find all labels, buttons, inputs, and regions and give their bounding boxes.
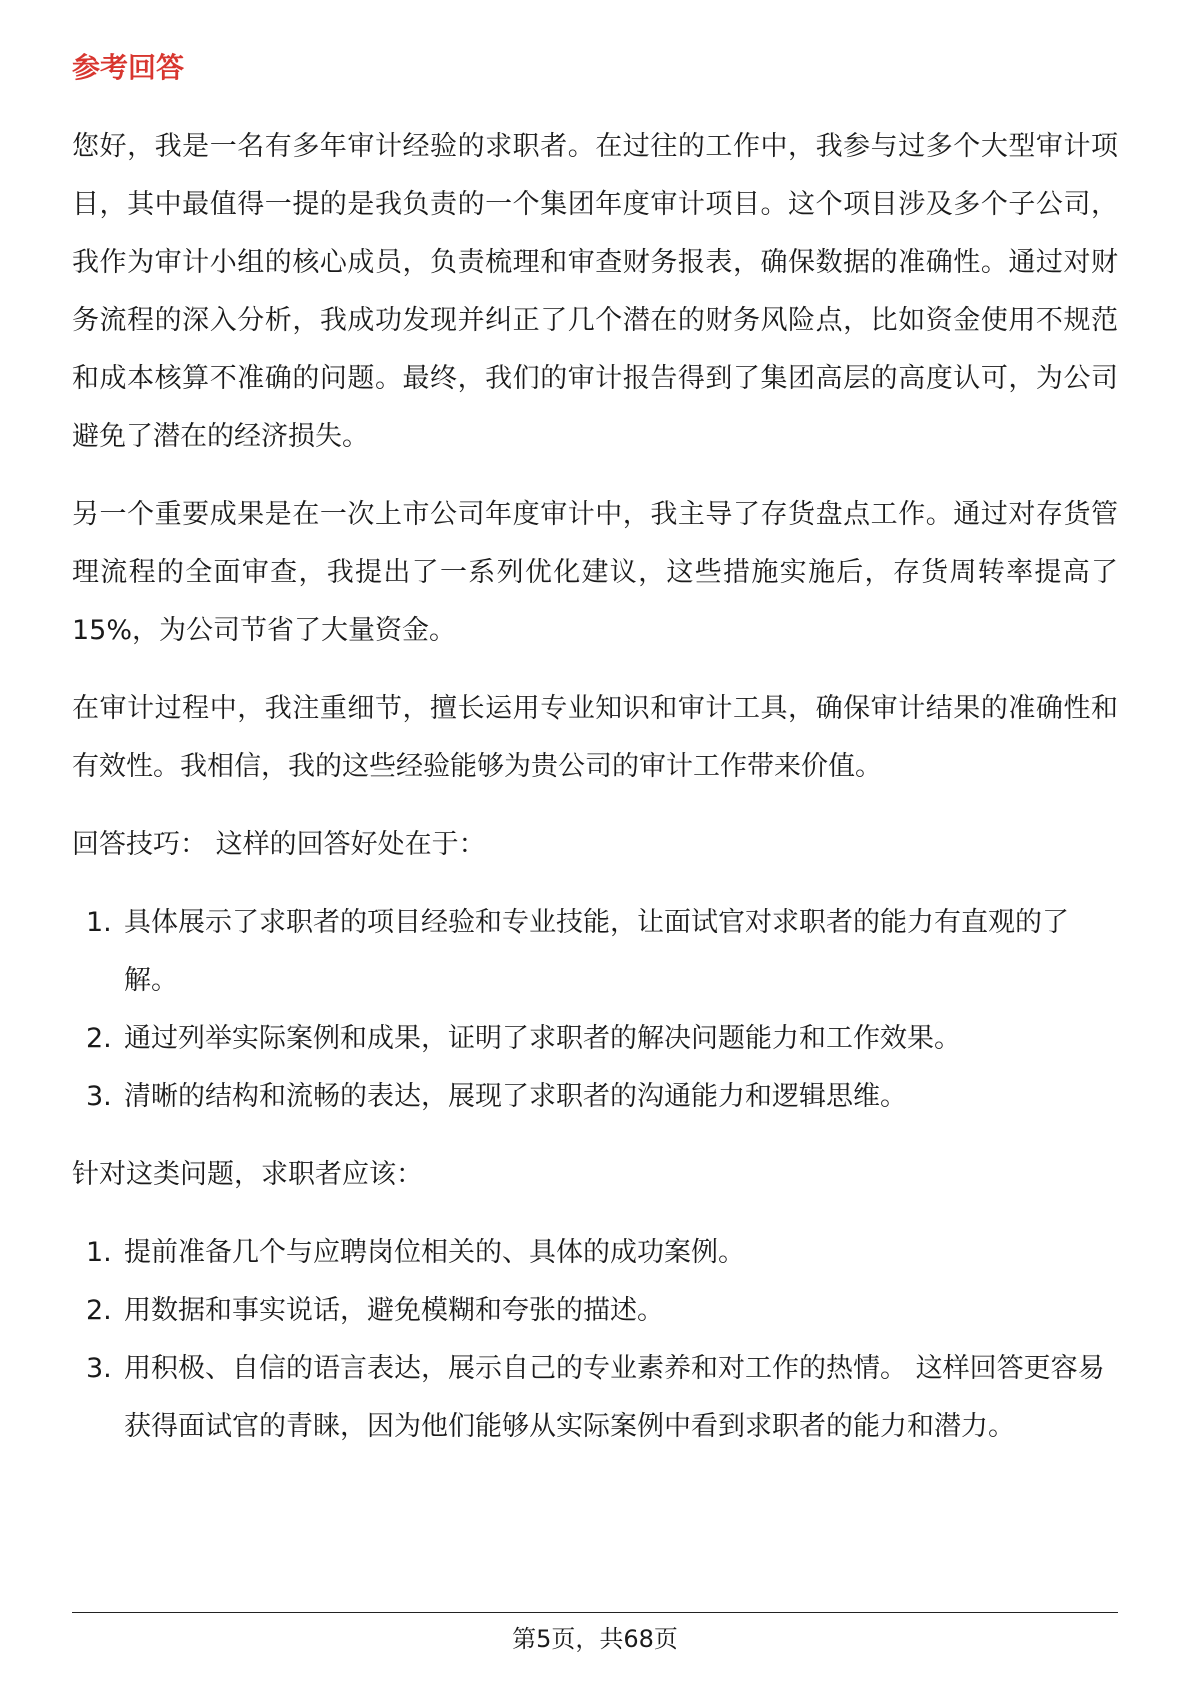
list-item	[72, 1282, 1118, 1340]
advice-list	[72, 1224, 1118, 1456]
list-number: 2.	[86, 1023, 112, 1054]
list-number: 1.	[86, 1237, 112, 1268]
answer-paragraph-3: 在审计过程中，我注重细节，擅长运用专业知识和审计工具，确保审计结果的准确性和有效性。我相信，我的这些经验能够为贵公司的审计工作带来价值。	[72, 693, 1118, 782]
answer-paragraph-2: 另一个重要成果是在一次上市公司年度审计中，我主导了存货盘点工作。通过对存货管理流程的全面审查，我提出了一系列优化建议，这些措施实施后，存货周转率提高了15%，为公司节省了大量资金。	[72, 499, 1118, 646]
list-item-text: 提前准备几个与应聘岗位相关的、具体的成功案例。	[124, 1237, 745, 1268]
list-item	[72, 894, 1118, 1010]
list-item-text: 用积极、自信的语言表达，展示自己的专业素养和对工作的热情。 这样回答更容易获得面试官的青睐，因为他们能够从实际案例中看到求职者的能力和潜力。	[124, 1353, 1105, 1442]
list-item	[72, 1340, 1118, 1456]
list-item	[72, 1010, 1118, 1068]
list-item	[72, 1224, 1118, 1282]
page-number: 第5页，共68页	[512, 1625, 678, 1653]
list-number: 2.	[86, 1295, 112, 1326]
tips-label: 回答技巧： 这样的回答好处在于：	[72, 829, 486, 860]
list-item	[72, 1068, 1118, 1126]
list-number: 3.	[86, 1081, 112, 1112]
list-number: 1.	[86, 907, 112, 938]
document-body	[72, 118, 1118, 1476]
document-page	[72, 0, 1118, 1684]
list-item-text: 用数据和事实说话，避免模糊和夸张的描述。	[124, 1295, 664, 1326]
section-heading: 参考回答	[72, 51, 185, 84]
list-item-text: 通过列举实际案例和成果，证明了求职者的解决问题能力和工作效果。	[124, 1023, 961, 1054]
list-item-text: 清晰的结构和流畅的表达，展现了求职者的沟通能力和逻辑思维。	[124, 1081, 907, 1112]
footer-divider	[72, 1612, 1118, 1613]
tips-list	[72, 894, 1118, 1126]
list-item-text: 具体展示了求职者的项目经验和专业技能，让面试官对求职者的能力有直观的了解。	[124, 907, 1069, 996]
answer-paragraph-1: 您好，我是一名有多年审计经验的求职者。在过往的工作中，我参与过多个大型审计项目，其中最值得一提的是我负责的一个集团年度审计项目。这个项目涉及多个子公司，我作为审计小组的核心成员，负责梳理和审查财务报表，确保数据的准确性。通过对财务流程的深入分析，我成功发现并纠正了几个潜在的财务风险点，比如资金使用不规范和成本核算不准确的问题。最终，我们的审计报告得到了集团高层的高度认可，为公司避免了潜在的经济损失。	[72, 131, 1118, 452]
list-number: 3.	[86, 1353, 112, 1384]
advice-label: 针对这类问题，求职者应该：	[72, 1159, 423, 1190]
